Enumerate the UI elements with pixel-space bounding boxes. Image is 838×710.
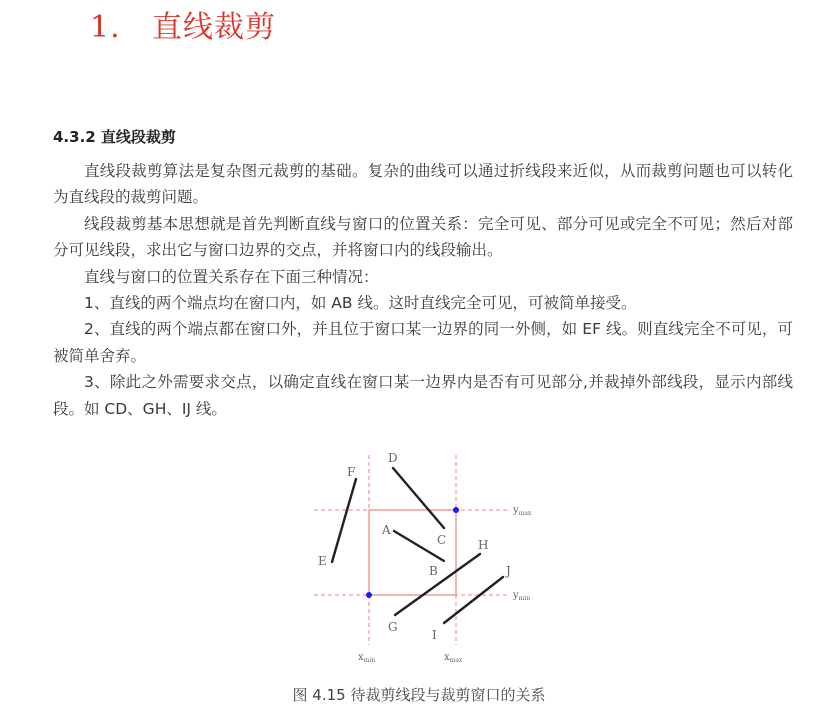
segment-cd [393,468,444,528]
label-b: B [429,564,438,578]
label-ymin: $y_{min}$ [513,590,531,602]
label-i: I [432,628,437,642]
label-ymax: $y_{max}$ [513,505,532,517]
paragraph: 2、直线的两个端点都在窗口外，并且位于窗口某一边界的同一外侧，如 EF 线。则直线完全不可见，可被简单舍弃。 [53,320,793,365]
corner-point-max [453,507,459,513]
page-heading [90,2,276,46]
label-c: C [437,533,447,547]
heading-number: 1. [90,10,121,45]
label-e: E [318,554,327,568]
paragraph: 直线与窗口的位置关系存在下面三种情况： [84,267,379,286]
label-h: H [478,538,489,552]
figure-caption: 图 4.15 待裁剪线段与裁剪窗口的关系 [292,686,546,704]
body-text [53,158,793,422]
label-f: F [347,465,356,479]
paragraph: 1、直线的两个端点均在窗口内，如 AB 线。这时直线完全可见，可被简单接受。 [84,294,637,313]
segment-ij [444,577,503,623]
paragraph: 直线段裁剪算法是复杂图元裁剪的基础。复杂的曲线可以通过折线段来近似，从而裁剪问题也可以转化为直线段的裁剪问题。 [53,162,793,207]
paragraph: 线段裁剪基本思想就是首先判断直线与窗口的位置关系：完全可见、部分可见或完全不可见；然后对部分可见线段，求出它与窗口边界的交点，并将窗口内的线段输出。 [53,214,793,260]
label-xmax: $x_{max}$ [444,652,463,664]
corner-point-min [366,592,372,598]
label-xmin: $x_{min}$ [358,652,376,664]
label-j: J [506,564,511,578]
heading-text: 直线裁剪 [152,10,276,45]
section-title: 4.3.2 直线段裁剪 [53,128,176,146]
label-a: A [382,523,391,537]
clipping-diagram [300,445,560,674]
point-labels [318,451,511,642]
label-g: G [388,620,398,634]
paragraph: 3、除此之外需要求交点，以确定直线在窗口某一边界内是否有可见部分,并裁掉外部线段，显示内部线段。如 CD、GH、IJ 线。 [53,373,793,418]
segment-ef [332,479,356,562]
label-d: D [388,451,398,465]
